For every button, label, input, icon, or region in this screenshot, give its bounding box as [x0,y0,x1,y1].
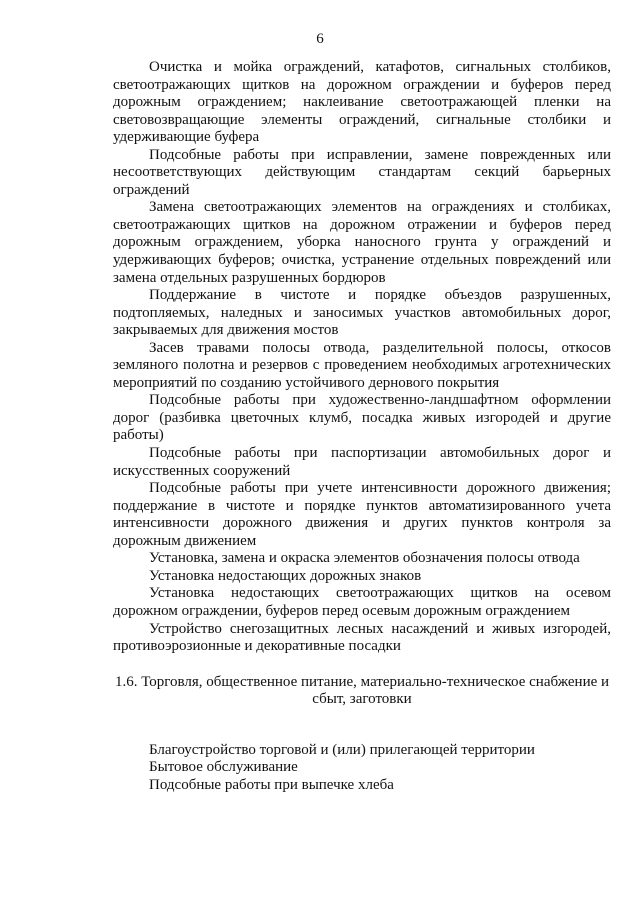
list-item: Бытовое обслуживание [149,759,298,776]
paragraph-detour-maintenance: Поддержание в чистоте и порядке объездов разрушенных, подтопляемых, наледных и заносимых участков автомобильных дорог, закрываемых для движения мостов [113,287,611,339]
section-item-list [113,742,611,795]
paragraph-landscaping: Подсобные работы при художественно-ландшафтном оформлении дорог (разбивка цветочных клумб, посадка живых изгородей и другие работы) [113,392,611,444]
document-body [113,59,611,794]
paragraph-right-of-way-markers: Установка, замена и окраска элементов обозначения полосы отвода [149,550,580,567]
page-number: 6 [316,31,324,47]
paragraph-snow-protection-plantings: Устройство снегозащитных лесных насаждений и живых изгородей, противоэрозионные и декоративные посадки [113,620,611,655]
section-heading: 1.6. Торговля, общественное питание, материально-техническое снабжение и сбыт, заготовки [114,673,610,708]
list-item: Благоустройство торговой и (или) прилегающей территории [149,741,535,758]
paragraph-reflector-replacement: Замена светоотражающих элементов на ограждениях и столбиках, светоотражающих щитков на дорожном отражении и буферов перед дорожным ограждением, уборка наносного грунта у ограждений и удерживающих буферов; очистка, устранение отдельных повреждений или замена отдельных разрушенных бордюров [113,199,611,286]
paragraph-median-reflectors: Установка недостающих светоотражающих щитков на осевом дорожном ограждении, буферов перед осевым дорожным ограждением [113,585,611,619]
paragraph-barrier-repair: Подсобные работы при исправлении, замене поврежденных или несоответствующих действующим стандартам секций барьерных ограждений [113,146,611,198]
paragraph-road-signs: Установка недостающих дорожных знаков [149,567,422,584]
paragraph-road-certification: Подсобные работы при паспортизации автомобильных дорог и искусственных сооружений [113,445,611,479]
paragraph-traffic-counting: Подсобные работы при учете интенсивности дорожного движения; поддержание в чистоте и порядке пунктов автоматизированного учета интенсивности дорожного движения и других пунктов контроля за дорожным движением [113,480,611,549]
paragraph-cleaning-barriers: Очистка и мойка ограждений, катафотов, сигнальных столбиков, светоотражающих щитков на дорожном ограждении и буферов перед дорожным ограждением; наклеивание светоотражающей пленки на световозвращающие элементы ограждений, сигнальные столбики и удерживающие буфера [113,59,611,146]
paragraph-grass-sowing: Засев травами полосы отвода, разделительной полосы, откосов земляного полотна и резервов с проведением необходимых агротехнических мероприятий по созданию устойчивого дернового покрытия [113,339,611,391]
list-item: Подсобные работы при выпечке хлеба [149,776,394,793]
